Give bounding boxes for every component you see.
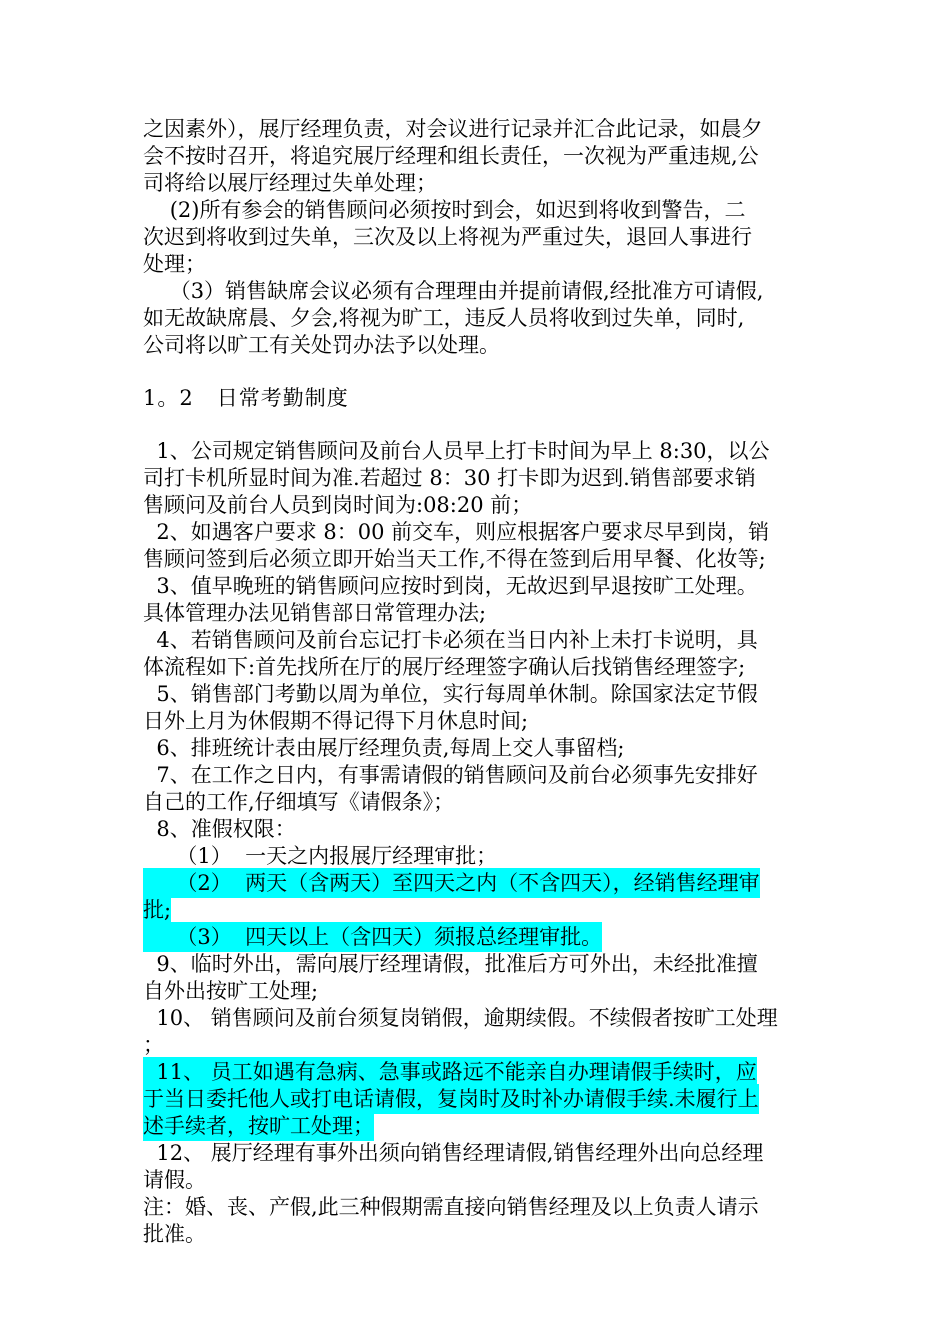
highlighted-line: 11、 员工如遇有急病、急事或路远不能亲自办理请假手续时，应	[143, 1057, 757, 1087]
note-line: 注：婚、丧、产假,此三种假期需直接向销售经理及以上负责人请示	[143, 1195, 759, 1219]
text-line: 8、准假权限：	[143, 817, 296, 841]
text-line: 2、如遇客户要求 8：00 前交车，则应根据客户要求尽早到岗，销	[143, 520, 770, 544]
text-line: 之因素外），展厅经理负责，对会议进行记录并汇合此记录，如晨夕	[143, 117, 763, 141]
text-line: 自己的工作,仔细填写《请假条》；	[143, 790, 455, 814]
text-line: 4、若销售顾问及前台忘记打卡必须在当日内补上未打卡说明，具	[143, 628, 758, 652]
note-line: 批准。	[143, 1222, 206, 1246]
text-line: 处理；	[143, 252, 206, 276]
text-line: 12、 展厅经理有事外出须向销售经理请假,销售经理外出向总经理	[143, 1141, 764, 1165]
text-line: 9、临时外出，需向展厅经理请假，批准后方可外出，未经批准擅	[143, 952, 758, 976]
text-line: 售顾问及前台人员到岗时间为:08:20 前；	[143, 493, 533, 517]
text-line: 日外上月为休假期不得记得下月休息时间;	[143, 709, 529, 733]
text-line: 会不按时召开，将追究展厅经理和组长责任，一次视为严重违规,公	[143, 144, 759, 168]
text-line: 6、排班统计表由展厅经理负责,每周上交人事留档;	[143, 736, 625, 760]
text-line: 3、值早晚班的销售顾问应按时到岗，无故迟到早退按旷工处理。	[143, 574, 758, 598]
text-line: 1、公司规定销售顾问及前台人员早上打卡时间为早上 8:30，以公	[143, 439, 770, 463]
highlighted-line: 于当日委托他人或打电话请假，复岗时及时补办请假手续.未履行上	[143, 1084, 759, 1114]
highlighted-line: （2） 两天（含两天）至四天之内（不含四天），经销售经理审	[143, 868, 760, 898]
text-line: 体流程如下:首先找所在厅的展厅经理签字确认后找销售经理签字;	[143, 655, 746, 679]
text-line: 次迟到将收到过失单，三次及以上将视为严重过失，退回人事进行	[143, 225, 752, 249]
text-line: (2)所有参会的销售顾问必须按时到会，如迟到将收到警告，二	[143, 198, 746, 222]
text-line: 自外出按旷工处理;	[143, 979, 319, 1003]
text-line: 具体管理办法见销售部日常管理办法;	[143, 601, 487, 625]
highlighted-line: 述手续者，按旷工处理；	[143, 1111, 374, 1141]
text-line: 10、 销售顾问及前台须复岗销假，逾期续假。不续假者按旷工处理	[143, 1006, 778, 1030]
highlighted-line: （3） 四天以上（含四天）须报总经理审批。	[143, 922, 602, 952]
section-heading: 1。2 日常考勤制度	[143, 386, 349, 410]
text-line: 司将给以展厅经理过失单处理；	[143, 171, 437, 195]
text-line: （1） 一天之内报展厅经理审批；	[143, 844, 498, 868]
text-line: 公司将以旷工有关处罚办法予以处理。	[143, 333, 500, 357]
text-line: 5、销售部门考勤以周为单位，实行每周单休制。除国家法定节假	[143, 682, 758, 706]
text-line: 售顾问签到后必须立即开始当天工作,不得在签到后用早餐、化妆等;	[143, 547, 766, 571]
text-line: 请假。	[143, 1168, 206, 1192]
text-line: （3）销售缺席会议必须有合理理由并提前请假,经批准方可请假,	[143, 279, 764, 303]
text-line: 司打卡机所显时间为准.若超过 8：30 打卡即为迟到.销售部要求销	[143, 466, 756, 490]
text-line: 7、在工作之日内，有事需请假的销售顾问及前台必须事先安排好	[143, 763, 758, 787]
highlighted-line: 批;	[143, 895, 171, 925]
text-line: 如无故缺席晨、夕会,将视为旷工，违反人员将收到过失单，同时,	[143, 306, 745, 330]
text-line: ；	[143, 1033, 164, 1057]
